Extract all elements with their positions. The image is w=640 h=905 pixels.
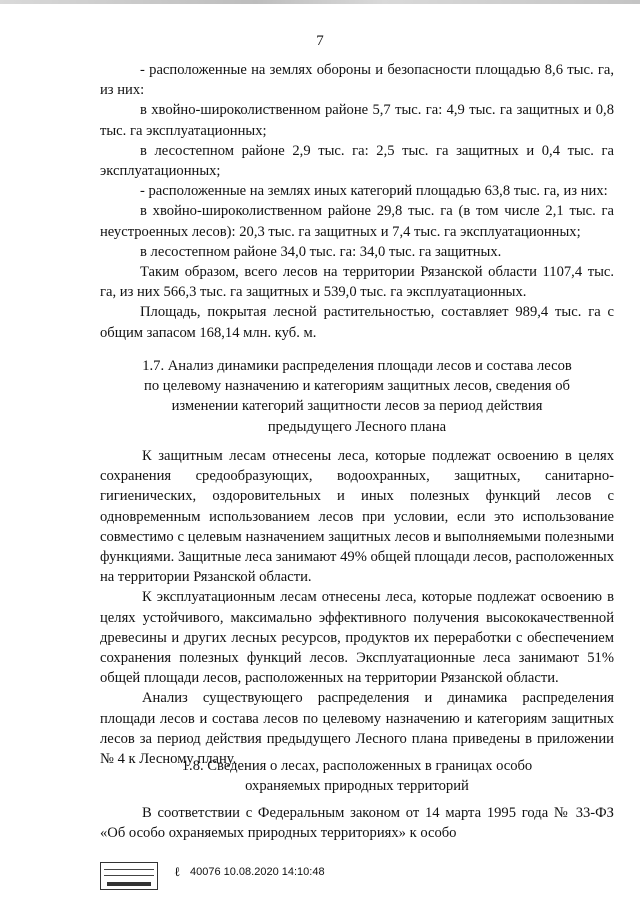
paragraph: в лесостепном районе 2,9 тыс. га: 2,5 тыс. га защитных и 0,4 тыс. га эксплуатационных;	[100, 142, 614, 180]
heading-line: по целевому назначению и категориям защитных лесов, сведения об	[144, 378, 570, 395]
paragraph: В соответствии с Федеральным законом от 14 марта 1995 года № 33-ФЗ «Об особо охраняемых природных территориях» к особо	[100, 805, 614, 842]
heading-line: 1.8. Сведения о лесах, расположенных в границах особо	[181, 758, 533, 774]
heading-line: 1.7. Анализ динамики распределения площади лесов и состава лесов	[142, 358, 572, 374]
section-heading-1-7	[100, 356, 614, 437]
heading-line: охраняемых природных территорий	[245, 778, 469, 795]
scan-edge	[0, 0, 640, 4]
heading-line: предыдущего Лесного плана	[267, 418, 447, 435]
protective-forests-text	[100, 446, 614, 769]
section-heading-1-8	[100, 756, 614, 796]
page-number: 7	[316, 33, 324, 49]
paragraph: в хвойно-широколиственном районе 5,7 тыс. га: 4,9 тыс. га защитных и 0,8 тыс. га эксплуатационных;	[100, 102, 614, 139]
paragraph: в лесостепном районе 34,0 тыс. га: 34,0 тыс. га защитных.	[140, 243, 502, 260]
paragraph: К эксплуатационным лесам отнесены леса, которые подлежат освоению в целях устойчивого, максимально эффективного получения высококачественной древесины и других лесных ресурсов, продуктов их переработки с обеспечением сохранения полезных функций лесов. Эксплуатационные леса занимают 51% общей площади лесов, расположенных на территории Рязанской области.	[100, 589, 614, 687]
protected-areas-text	[100, 803, 614, 843]
paragraph: в хвойно-широколиственном районе 29,8 тыс. га (в том числе 2,1 тыс. га неустроенных лесов): 20,3 тыс. га защитных и 7,4 тыс. га эксплуатационных;	[100, 203, 614, 240]
paragraph: Таким образом, всего лесов на территории Рязанской области 1107,4 тыс. га, из них 566,3 тыс. га защитных и 539,0 тыс. га эксплуатационных.	[100, 264, 614, 301]
signature-icon: ℓ	[174, 864, 181, 879]
paragraph: - расположенные на землях обороны и безопасности площадью 8,6 тыс. га, из них:	[100, 62, 614, 99]
official-stamp-icon	[100, 862, 158, 890]
paragraph: Анализ существующего распределения и динамика распределения площади лесов и состава лесов по целевому назначению и категориям защитных лесов за период действия предыдущего Лесного плана приведены в приложении № 4 к Лесному плану.	[100, 690, 614, 768]
heading-line: изменении категорий защитности лесов за период действия	[171, 398, 543, 415]
paragraph: К защитным лесам отнесены леса, которые подлежат освоению в целях сохранения средообразующих, водоохранных, защитных, санитарно-гигиенических, оздоровительных и иных полезных функций лесов с одновременным использованием лесов при условии, если это использование совместимо с целевым назначением защитных лесов и выполняемыми полезными функциями. Защитные леса занимают 49% общей площади лесов, расположенных на территории Рязанской области.	[100, 448, 614, 586]
forest-categories-text	[100, 60, 614, 343]
paragraph: - расположенные на землях иных категорий площадью 63,8 тыс. га, из них:	[140, 183, 608, 200]
footer-registration: 40076 10.08.2020 14:10:48	[190, 866, 325, 878]
paragraph: Площадь, покрытая лесной растительностью, составляет 989,4 тыс. га с общим запасом 168,14 млн. куб. м.	[100, 304, 614, 341]
